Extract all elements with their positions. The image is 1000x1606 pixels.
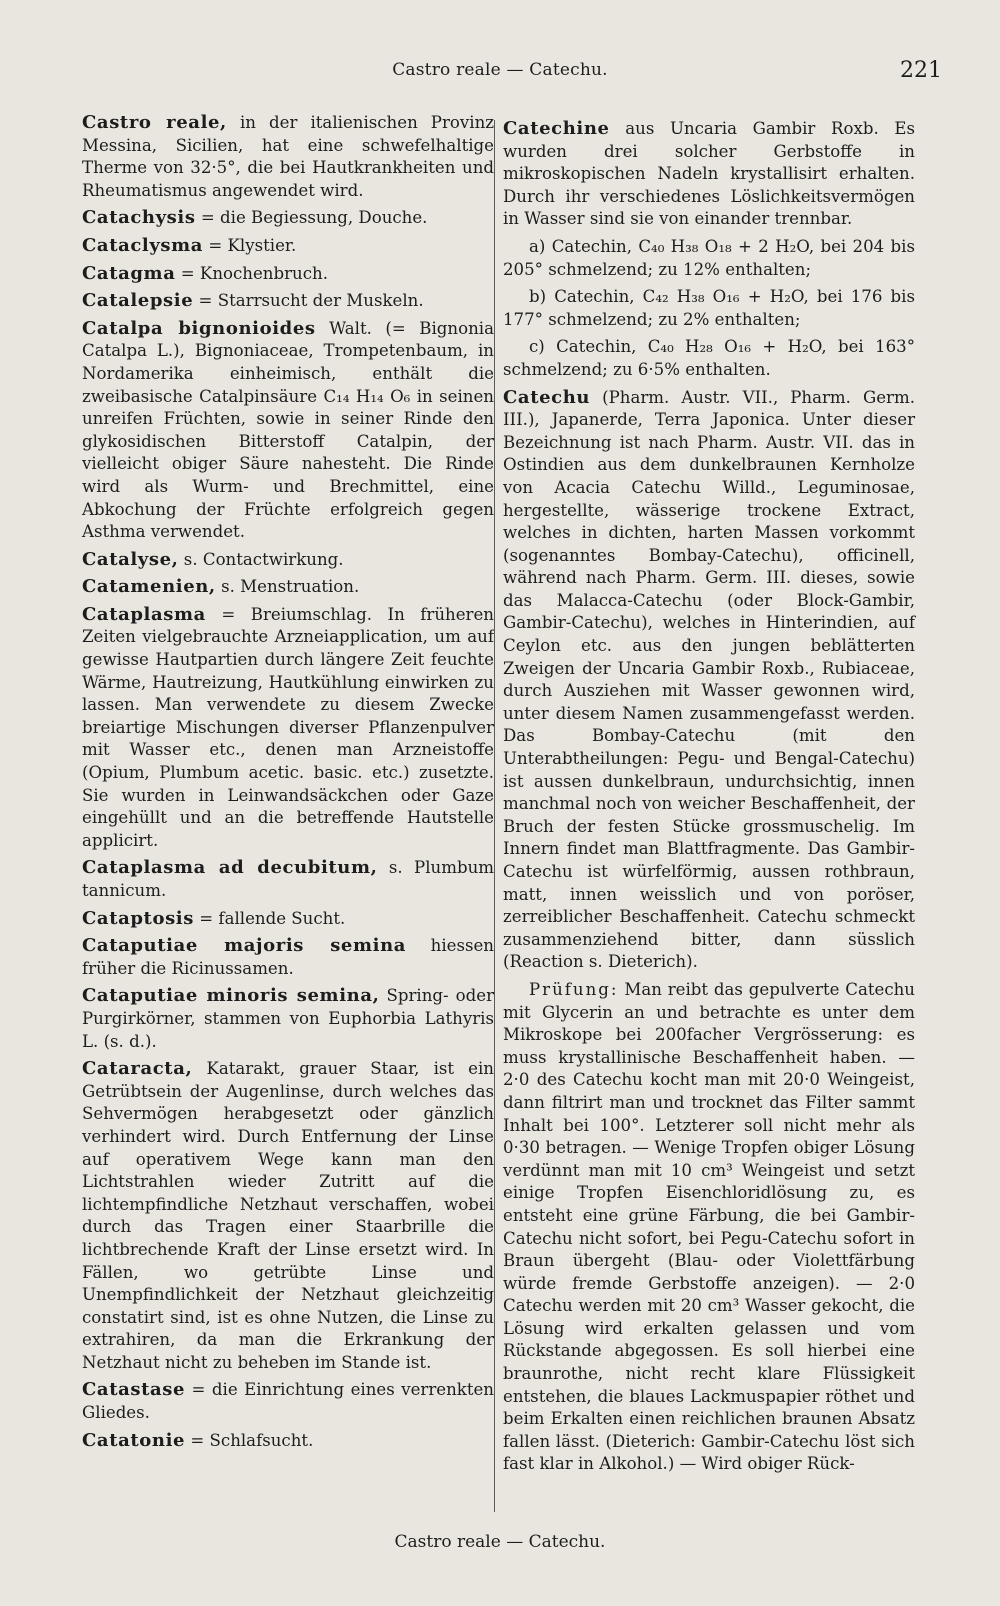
catechin-item-b: b) Catechin, C₄₂ H₃₈ O₁₆ + H₂O, bei 176 bis 177° schmelzend; zu 2% enthalten; <box>503 287 915 329</box>
pruefung-label: Prüfung: <box>529 979 619 999</box>
entry-cataptosis <box>82 908 494 931</box>
headword: Catechine <box>503 118 610 139</box>
headword: Cataracta, <box>82 1058 193 1080</box>
running-head: Castro reale — Catechu. <box>392 60 608 80</box>
headword: Catalyse, <box>82 548 179 570</box>
entry-text: Katarakt, grauer Staar, ist ein Getrübtsein der Augenlinse, durch welches das Sehvermögen herabgesetzt oder gänzlich verhindert wird. Durch Entfernung der Linse auf operativem Wege kann man den Lichtstrahlen wieder Zutritt auf die lichtempfindliche Netzhaut verschaffen, wobei durch das Tragen einer Staarbrille die lichtbrechende Kraft der Linse ersetzt wird. In Fällen, wo getrübte Linse und Unempfindlichkeit der Netzhaut gleichzeitig constatirt sind, ist es ohne Nutzen, die Linse zu extrahiren, da man die Erkrankung der Netzhaut nicht zu beheben im Stande ist. <box>82 1059 494 1372</box>
entry-catalepsie <box>82 290 494 313</box>
left-column <box>82 112 494 1457</box>
entry-castro-reale <box>82 112 494 202</box>
headword: Catachysis <box>82 207 196 229</box>
entry-text: = die Einrichtung eines verrenkten Gliedes. <box>82 1380 494 1423</box>
entry-text: hiessen früher die Ricinussamen. <box>82 936 494 978</box>
entry-text: = fallende Sucht. <box>193 908 346 928</box>
running-foot: Castro reale — Catechu. <box>394 1532 606 1552</box>
catechin-item-c: c) Catechin, C₄₀ H₂₈ O₁₆ + H₂O, bei 163° schmelzend; zu 6·5% enthalten. <box>503 337 915 379</box>
entry-cataputiae-minoris <box>82 985 494 1053</box>
entry-text: s. Menstruation. <box>215 577 360 597</box>
entry-catatonie <box>82 1430 494 1453</box>
entry-text: in der italienischen Provinz Messina, Sicilien, hat eine schwefelhaltige Therme von 32·5°, die bei Hautkrankheiten und Rheumatismus angewendet wird. <box>82 113 495 200</box>
entry-text: = Breiumschlag. In früheren Zeiten vielgebrauchte Arzneiapplication, um auf gewisse Hautpartien durch längere Zeit feuchte Wärme, Hautreizung, Hautkühlung einwirken zu lassen. Man verwendete zu diesem Zwecke breiartige Mischungen diverser Pflanzenpulver mit Wasser etc., denen man Arzneistoffe (Opium, Plumbum acetic. basic. etc.) zusetzte. Sie wurden in Leinwandsäckchen oder Gaze eingehüllt und an die betreffende Hautstelle applicirt. <box>82 604 494 850</box>
headword: Catagma <box>82 262 176 284</box>
headword: Catalepsie <box>82 290 194 312</box>
headword: Cataputiae majoris semina <box>82 935 407 957</box>
headword: Cataputiae minoris semina, <box>82 985 380 1007</box>
pruefung-paragraph <box>503 979 915 1476</box>
headword: Catechu <box>503 386 591 408</box>
entry-cataracta <box>82 1058 494 1374</box>
headword: Cataplasma <box>82 603 206 625</box>
entry-cataputiae-majoris <box>82 935 494 980</box>
entry-text: s. Contactwirkung. <box>178 549 344 569</box>
entry-text: = Klystier. <box>203 235 297 255</box>
headword: Cataptosis <box>82 907 194 929</box>
entry-catamenien <box>82 576 494 599</box>
headword: Castro reale, <box>82 112 227 133</box>
entry-catastase <box>82 1379 494 1424</box>
headword: Catalpa bignonioides <box>82 317 316 339</box>
headword: Catamenien, <box>82 576 216 598</box>
entry-catachysis <box>82 207 494 230</box>
headword: Cataplasma ad decubitum, <box>82 857 378 879</box>
entry-catagma <box>82 263 494 286</box>
entry-text: = Schlafsucht. <box>185 1430 314 1450</box>
entry-catechine <box>503 118 915 231</box>
headword: Catatonie <box>82 1429 186 1451</box>
entry-cataclysma <box>82 235 494 258</box>
page-number: 221 <box>900 58 942 83</box>
entry-text: aus Uncaria Gambir Roxb. Es wurden drei solcher Gerbstoffe in mikroskopischen Nadeln krystallisirt erhalten. Durch ihr verschiedenes Löslichkeitsvermögen in Wasser sind sie von einander trennbar. <box>503 119 915 229</box>
entry-text: = Knochenbruch. <box>175 263 328 283</box>
entry-catalyse <box>82 549 494 572</box>
entry-text: Spring- oder Purgirkörner, stammen von Euphorbia Lathyris L. (s. d.). <box>82 986 494 1051</box>
entry-text: = die Begiessung, Douche. <box>195 208 428 228</box>
catechin-item-a: a) Catechin, C₄₀ H₃₈ O₁₈ + 2 H₂O, bei 204 bis 205° schmelzend; zu 12% enthalten; <box>503 236 915 279</box>
right-column <box>503 118 915 1481</box>
entry-catalpa <box>82 318 494 544</box>
column-divider <box>494 120 495 1512</box>
entry-text: = Starrsucht der Muskeln. <box>193 291 424 311</box>
entry-catechu <box>503 387 915 974</box>
entry-text: Walt. (= Bignonia Catalpa L.), Bignoniaceae, Trompetenbaum, in Nordamerika einheimisch, enthält die zweibasische Catalpinsäure C₁₄ H₁₄ O₆ in seinen unreifen Früchten, sowie in seiner Rinde den glykosidischen Bitterstoff Catalpin, der vielleicht obiger Säure nahesteht. Die Rinde wird als Wurm- und Brechmittel, eine Abkochung der Früchte erfolgreich gegen Asthma verwendet. <box>82 318 494 542</box>
entry-text: (Pharm. Austr. VII., Pharm. Germ. III.), Japanerde, Terra Japonica. Unter dieser Bezeichnung ist nach Pharm. Austr. VII. das in Ostindien aus dem dunkelbraunen Kernholze von Acacia Catechu Willd., Leguminosae, hergestellte, wässerige trockene Extract, welches in dichten, harten Massen vorkommt (sogenanntes Bombay-Catechu), officinell, während nach Pharm. Germ. III. dieses, sowie das Malacca-Catechu (oder Block-Gambir, Gambir-Catechu), welches in Hinterindien, auf Ceylon etc. aus den jungen beblätterten Zweigen der Uncaria Gambir Roxb., Rubiaceae, durch Ausziehen mit Wasser gewonnen wird, unter diesem Namen zusammengefasst werden. Das Bombay-Catechu (mit den Unterabtheilungen: Pegu- und Bengal-Catechu) ist aussen dunkelbraun, undurchsichtig, innen manchmal noch von weicher Beschaffenheit, der Bruch der festen Stücke grossmuschelig. Im Innern findet man Blattfragmente. Das Gambir-Catechu ist würfelförmig, aussen rothbraun, matt, innen weisslich und von poröser, zerreiblicher Beschaffenheit. Catechu schmeckt zusammenziehend bitter, dann süsslich (Reaction s. Dieterich). <box>503 387 915 972</box>
headword: Cataclysma <box>82 234 204 256</box>
entry-cataplasma-decubitum <box>82 857 494 902</box>
entry-text: s. Plumbum tannicum. <box>82 858 494 900</box>
entry-cataplasma <box>82 604 494 853</box>
pruefung-text: Man reibt das gepulverte Catechu mit Glycerin an und betrachte es unter dem Mikroskope bei 200facher Vergrösserung: es muss krystallinische Beschaffenheit haben. — 2·0 des Catechu kocht man mit 20·0 Weingeist, dann filtrirt man und trocknet das Filter sammt Inhalt bei 100°. Letzterer soll nicht mehr als 0·30 betragen. — Wenige Tropfen obiger Lösung verdünnt man mit 10 cm³ Weingeist und setzt einige Tropfen Eisenchloridlösung zu, es entsteht eine grüne Färbung, die bei Gambir-Catechu nicht sofort, bei Pegu-Catechu sofort in Braun übergeht (Blau- oder Violettfärbung würde fremde Gerbstoffe anzeigen). — 2·0 Catechu werden mit 20 cm³ Wasser gekocht, die Lösung wird erkalten gelassen und vom Rückstande abgegossen. Es soll hierbei eine braunrothe, nicht recht klare Flüssigkeit entstehen, die blaues Lackmuspapier röthet und beim Erkalten einen reichlichen braunen Absatz fallen lässt. (Dieterich: Gambir-Catechu löst sich fast klar in Alkohol.) — Wird obiger Rück- <box>503 979 915 1474</box>
headword: Catastase <box>82 1379 186 1401</box>
